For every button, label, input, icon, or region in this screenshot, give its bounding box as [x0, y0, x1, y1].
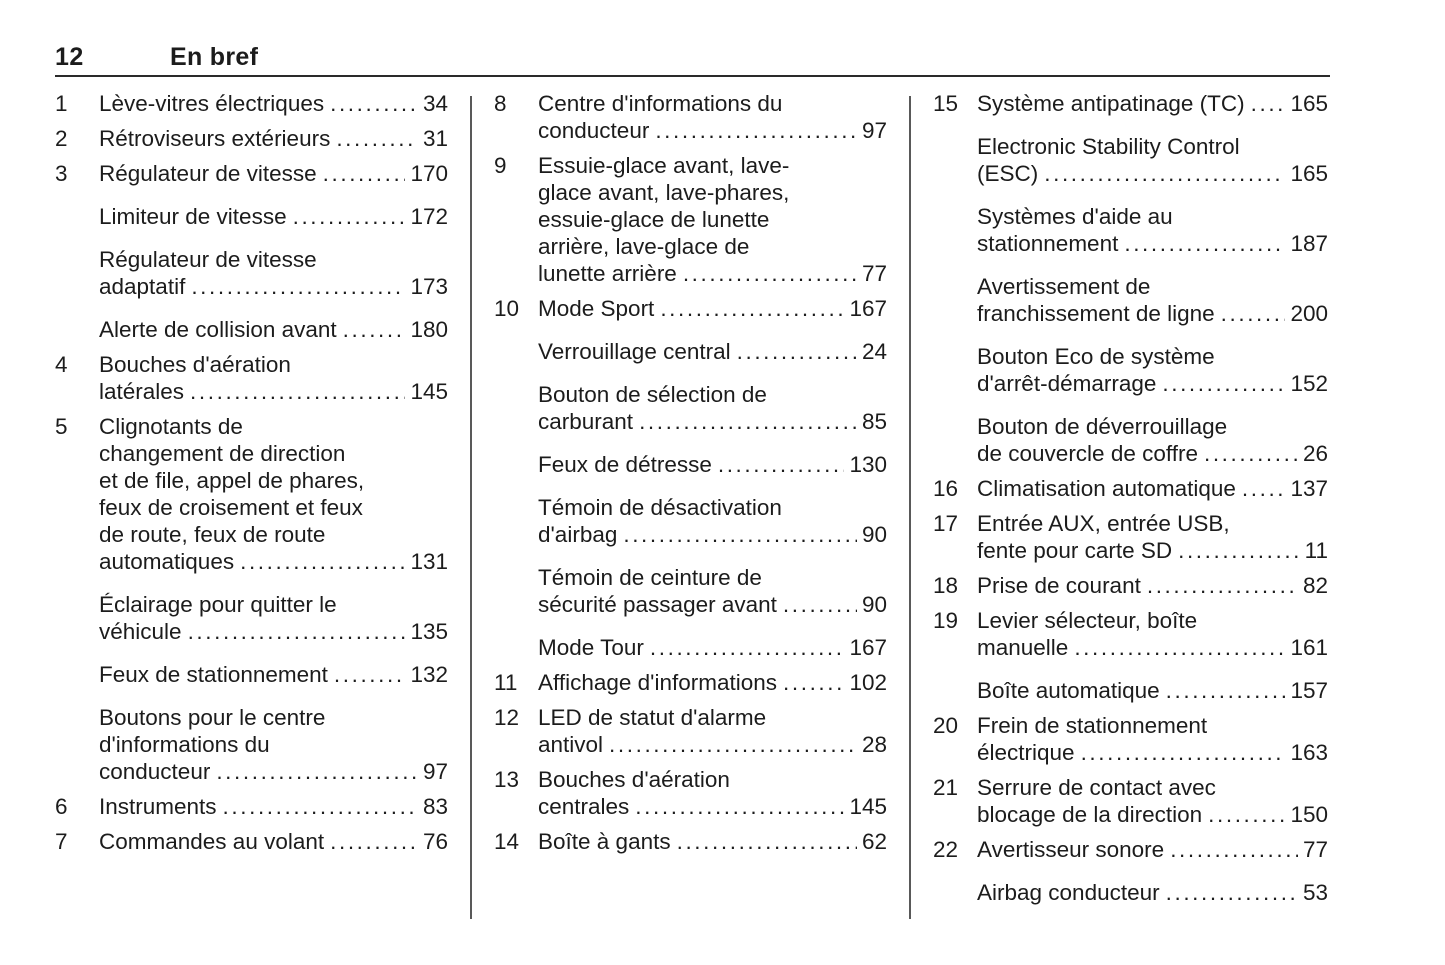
dot-leader	[293, 203, 406, 230]
entry-line: carburant	[538, 409, 634, 434]
entry-line: Climatisation automatique	[977, 476, 1236, 501]
entry-number: 22	[933, 837, 959, 862]
entry-page-number: 150	[1290, 802, 1328, 827]
entry-line: franchissement de ligne	[977, 301, 1215, 326]
toc-entry	[933, 90, 1328, 117]
toc-entry	[933, 343, 1328, 397]
entry-line: Systèmes d'aide au	[977, 204, 1173, 229]
entry-last-line	[538, 828, 887, 855]
toc-column-1	[55, 90, 448, 919]
entry-line: conducteur	[99, 759, 211, 784]
entry-line: électrique	[977, 740, 1075, 765]
toc-entry	[494, 451, 887, 478]
dot-leader	[1251, 90, 1286, 117]
entry-line: Boîte à gants	[538, 829, 671, 854]
entry-last-line	[977, 634, 1328, 661]
dot-leader	[330, 90, 418, 117]
entry-page-number: 180	[410, 317, 448, 342]
toc-column-3	[933, 90, 1328, 919]
entry-line: véhicule	[99, 619, 182, 644]
entry-last-line	[99, 661, 448, 688]
entry-line: automatiques	[99, 549, 235, 574]
entry-page-number: 34	[422, 91, 448, 116]
toc-column-2	[494, 90, 887, 919]
entry-line: essuie-glace de lunette	[538, 207, 770, 232]
entry-last-line	[538, 117, 887, 144]
entry-last-line	[99, 160, 448, 187]
toc-entry	[933, 475, 1328, 502]
entry-line: sécurité passager avant	[538, 592, 777, 617]
page-header	[55, 42, 1330, 72]
entry-page-number: 173	[410, 274, 448, 299]
entry-page-number: 167	[849, 635, 887, 660]
entry-last-line	[977, 300, 1328, 327]
entry-number: 21	[933, 775, 959, 800]
entry-line: Mode Sport	[538, 296, 655, 321]
dot-leader	[1124, 230, 1285, 257]
entry-line: glace avant, lave-phares,	[538, 180, 790, 205]
toc-entry	[494, 828, 887, 855]
entry-page-number: 131	[410, 549, 448, 574]
entry-last-line	[99, 273, 448, 300]
entry-line: Alerte de collision avant	[99, 317, 337, 342]
entry-line: Essuie-glace avant, lave-	[538, 153, 790, 178]
entry-line: arrière, lave-glace de	[538, 234, 750, 259]
entry-last-line	[977, 537, 1328, 564]
toc-entry	[55, 591, 448, 645]
entry-last-line	[99, 378, 448, 405]
dot-leader	[188, 618, 406, 645]
entry-last-line	[977, 230, 1328, 257]
column-divider	[909, 96, 911, 919]
entry-number: 4	[55, 352, 68, 377]
entry-line: de couvercle de coffre	[977, 441, 1198, 466]
entry-last-line	[977, 160, 1328, 187]
entry-number: 13	[494, 767, 520, 792]
entry-page-number: 77	[861, 261, 887, 286]
dot-leader	[240, 548, 405, 575]
entry-page-number: 165	[1290, 161, 1328, 186]
entry-line: Centre d'informations du	[538, 91, 783, 116]
entry-last-line	[538, 408, 887, 435]
entry-line: d'informations du	[99, 732, 270, 757]
dot-leader	[1162, 370, 1285, 397]
entry-last-line	[538, 793, 887, 820]
entry-page-number: 83	[422, 794, 448, 819]
entry-line: Régulateur de vitesse	[99, 161, 317, 186]
entry-last-line	[99, 618, 448, 645]
dot-leader	[639, 408, 857, 435]
entry-number: 16	[933, 476, 959, 501]
entry-last-line	[99, 316, 448, 343]
entry-line: Avertissement de	[977, 274, 1151, 299]
dot-leader	[1166, 677, 1286, 704]
entry-last-line	[99, 548, 448, 575]
entry-line: Éclairage pour quitter le	[99, 592, 337, 617]
dot-leader	[650, 634, 845, 661]
entry-last-line	[977, 475, 1328, 502]
dot-leader	[223, 793, 418, 820]
entry-line: (ESC)	[977, 161, 1039, 186]
dot-leader	[718, 451, 845, 478]
entry-number: 14	[494, 829, 520, 854]
entry-last-line	[99, 828, 448, 855]
entry-line: d'arrêt-démarrage	[977, 371, 1157, 396]
toc-entry	[55, 246, 448, 300]
entry-last-line	[538, 451, 887, 478]
dot-leader	[1204, 440, 1298, 467]
toc-entry	[933, 677, 1328, 704]
entry-line: Verrouillage central	[538, 339, 731, 364]
dot-leader	[1074, 634, 1285, 661]
entry-page-number: 53	[1302, 880, 1328, 905]
toc-entry	[933, 203, 1328, 257]
entry-number: 8	[494, 91, 507, 116]
entry-line: manuelle	[977, 635, 1069, 660]
toc-entry	[494, 564, 887, 618]
dot-leader	[1166, 879, 1298, 906]
entry-page-number: 90	[861, 522, 887, 547]
dot-leader	[334, 661, 406, 688]
toc-entry	[933, 273, 1328, 327]
entry-page-number: 172	[410, 204, 448, 229]
entry-page-number: 152	[1290, 371, 1328, 396]
entry-line: Feux de stationnement	[99, 662, 328, 687]
toc-entry	[494, 494, 887, 548]
entry-line: Régulateur de vitesse	[99, 247, 317, 272]
entry-last-line	[99, 90, 448, 117]
toc-entry	[494, 704, 887, 758]
dot-leader	[1147, 572, 1298, 599]
toc-entry	[933, 712, 1328, 766]
dot-leader	[1178, 537, 1300, 564]
entry-line: Bouton Eco de système	[977, 344, 1215, 369]
toc-entry	[494, 766, 887, 820]
entry-page-number: 163	[1290, 740, 1328, 765]
entry-line: lunette arrière	[538, 261, 677, 286]
entry-page-number: 85	[861, 409, 887, 434]
entry-last-line	[538, 338, 887, 365]
entry-page-number: 145	[849, 794, 887, 819]
dot-leader	[323, 160, 406, 187]
toc-entry	[494, 152, 887, 287]
dot-leader	[655, 117, 857, 144]
entry-last-line	[538, 731, 887, 758]
toc-entry	[55, 828, 448, 855]
toc-entry	[933, 510, 1328, 564]
entry-page-number: 24	[861, 339, 887, 364]
toc-entry	[933, 572, 1328, 599]
toc-entry	[55, 90, 448, 117]
toc-entry	[55, 125, 448, 152]
dot-leader	[609, 731, 857, 758]
entry-last-line	[538, 260, 887, 287]
entry-line: Airbag conducteur	[977, 880, 1160, 905]
dot-leader	[1081, 739, 1286, 766]
entry-page-number: 200	[1290, 301, 1328, 326]
entry-line: Clignotants de	[99, 414, 243, 439]
toc-entry	[933, 607, 1328, 661]
entry-line: Bouton de sélection de	[538, 382, 767, 407]
entry-page-number: 97	[861, 118, 887, 143]
entry-line: Limiteur de vitesse	[99, 204, 287, 229]
entry-page-number: 31	[422, 126, 448, 151]
entry-number: 6	[55, 794, 68, 819]
entry-page-number: 132	[410, 662, 448, 687]
toc-entry	[55, 661, 448, 688]
entry-last-line	[977, 677, 1328, 704]
page-number: 12	[55, 43, 84, 71]
entry-page-number: 130	[849, 452, 887, 477]
dot-leader	[190, 378, 405, 405]
dot-leader	[1221, 300, 1286, 327]
toc-entry	[933, 774, 1328, 828]
entry-line: Témoin de désactivation	[538, 495, 782, 520]
dot-leader	[783, 669, 844, 696]
toc-entry	[55, 316, 448, 343]
entry-line: Bouches d'aération	[538, 767, 730, 792]
entry-page-number: 77	[1302, 837, 1328, 862]
entry-line: Lève-vitres électriques	[99, 91, 325, 116]
entry-number: 7	[55, 829, 68, 854]
entry-page-number: 62	[861, 829, 887, 854]
dot-leader	[336, 125, 418, 152]
entry-line: antivol	[538, 732, 604, 757]
toc-columns	[55, 90, 1330, 919]
entry-number: 5	[55, 414, 68, 439]
entry-number: 15	[933, 91, 959, 116]
entry-last-line	[538, 669, 887, 696]
entry-number: 12	[494, 705, 520, 730]
dot-leader	[623, 521, 857, 548]
entry-last-line	[977, 739, 1328, 766]
entry-last-line	[538, 521, 887, 548]
dot-leader	[330, 828, 418, 855]
entry-line: feux de croisement et feux	[99, 495, 363, 520]
entry-number: 20	[933, 713, 959, 738]
entry-line: Feux de détresse	[538, 452, 712, 477]
entry-last-line	[977, 440, 1328, 467]
dot-leader	[737, 338, 857, 365]
entry-line: changement de direction	[99, 441, 346, 466]
entry-page-number: 187	[1290, 231, 1328, 256]
entry-line: conducteur	[538, 118, 650, 143]
entry-line: Levier sélecteur, boîte	[977, 608, 1198, 633]
dot-leader	[677, 828, 857, 855]
dot-leader	[683, 260, 857, 287]
entry-page-number: 82	[1302, 573, 1328, 598]
entry-last-line	[99, 125, 448, 152]
entry-line: Système antipatinage (TC)	[977, 91, 1245, 116]
entry-page-number: 137	[1290, 476, 1328, 501]
page-title: En bref	[170, 43, 259, 71]
dot-leader	[216, 758, 418, 785]
toc-entry	[933, 133, 1328, 187]
entry-page-number: 165	[1290, 91, 1328, 116]
entry-page-number: 161	[1290, 635, 1328, 660]
toc-entry	[494, 295, 887, 322]
entry-line: Prise de courant	[977, 573, 1141, 598]
dot-leader	[1044, 160, 1285, 187]
entry-line: Entrée AUX, entrée USB,	[977, 511, 1230, 536]
entry-page-number: 135	[410, 619, 448, 644]
entry-number: 9	[494, 153, 507, 178]
dot-leader	[191, 273, 405, 300]
entry-page-number: 28	[861, 732, 887, 757]
entry-last-line	[538, 295, 887, 322]
entry-number: 17	[933, 511, 959, 536]
toc-entry	[55, 351, 448, 405]
entry-last-line	[977, 801, 1328, 828]
entry-page-number: 102	[849, 670, 887, 695]
toc-entry	[494, 90, 887, 144]
toc-entry	[494, 381, 887, 435]
toc-entry	[55, 793, 448, 820]
entry-last-line	[99, 793, 448, 820]
entry-line: Mode Tour	[538, 635, 644, 660]
toc-entry	[55, 704, 448, 785]
entry-last-line	[538, 634, 887, 661]
toc-entry	[933, 836, 1328, 863]
entry-number: 3	[55, 161, 68, 186]
entry-line: stationnement	[977, 231, 1119, 256]
entry-page-number: 170	[410, 161, 448, 186]
toc-entry	[494, 338, 887, 365]
entry-number: 2	[55, 126, 68, 151]
entry-page-number: 97	[422, 759, 448, 784]
entry-last-line	[977, 836, 1328, 863]
dot-leader	[1242, 475, 1286, 502]
entry-line: Affichage d'informations	[538, 670, 778, 695]
entry-line: Commandes au volant	[99, 829, 325, 854]
entry-last-line	[99, 758, 448, 785]
dot-leader	[635, 793, 844, 820]
entry-last-line	[977, 90, 1328, 117]
entry-last-line	[977, 879, 1328, 906]
entry-line: fente pour carte SD	[977, 538, 1173, 563]
entry-line: Serrure de contact avec	[977, 775, 1216, 800]
entry-line: centrales	[538, 794, 630, 819]
toc-entry	[55, 203, 448, 230]
toc-entry	[933, 413, 1328, 467]
entry-line: Boîte automatique	[977, 678, 1160, 703]
toc-entry	[494, 669, 887, 696]
entry-page-number: 11	[1304, 538, 1328, 563]
entry-page-number: 145	[410, 379, 448, 404]
entry-line: latérales	[99, 379, 185, 404]
column-divider	[470, 96, 472, 919]
dot-leader	[783, 591, 857, 618]
entry-page-number: 167	[849, 296, 887, 321]
entry-page-number: 76	[422, 829, 448, 854]
entry-number: 18	[933, 573, 959, 598]
toc-entry	[933, 879, 1328, 906]
entry-line: Frein de stationnement	[977, 713, 1208, 738]
toc-entry	[494, 634, 887, 661]
entry-line: Instruments	[99, 794, 217, 819]
toc-entry	[55, 160, 448, 187]
entry-number: 11	[494, 670, 518, 695]
entry-page-number: 90	[861, 592, 887, 617]
toc-entry	[55, 413, 448, 575]
entry-page-number: 26	[1302, 441, 1328, 466]
dot-leader	[1208, 801, 1285, 828]
dot-leader	[343, 316, 406, 343]
entry-line: blocage de la direction	[977, 802, 1203, 827]
entry-line: de route, feux de route	[99, 522, 326, 547]
entry-number: 10	[494, 296, 520, 321]
entry-number: 19	[933, 608, 959, 633]
entry-last-line	[977, 370, 1328, 397]
entry-page-number: 157	[1290, 678, 1328, 703]
dot-leader	[660, 295, 844, 322]
entry-line: d'airbag	[538, 522, 618, 547]
entry-last-line	[538, 591, 887, 618]
dot-leader	[1170, 836, 1298, 863]
entry-line: Rétroviseurs extérieurs	[99, 126, 331, 151]
entry-number: 1	[55, 91, 68, 116]
entry-line: Electronic Stability Control	[977, 134, 1240, 159]
entry-last-line	[977, 572, 1328, 599]
entry-line: et de file, appel de phares,	[99, 468, 365, 493]
entry-line: Avertisseur sonore	[977, 837, 1165, 862]
entry-line: Témoin de ceinture de	[538, 565, 762, 590]
entry-line: Boutons pour le centre	[99, 705, 326, 730]
entry-line: Bouton de déverrouillage	[977, 414, 1228, 439]
entry-line: LED de statut d'alarme	[538, 705, 767, 730]
header-rule	[55, 75, 1330, 77]
entry-last-line	[99, 203, 448, 230]
entry-line: Bouches d'aération	[99, 352, 291, 377]
entry-line: adaptatif	[99, 274, 186, 299]
